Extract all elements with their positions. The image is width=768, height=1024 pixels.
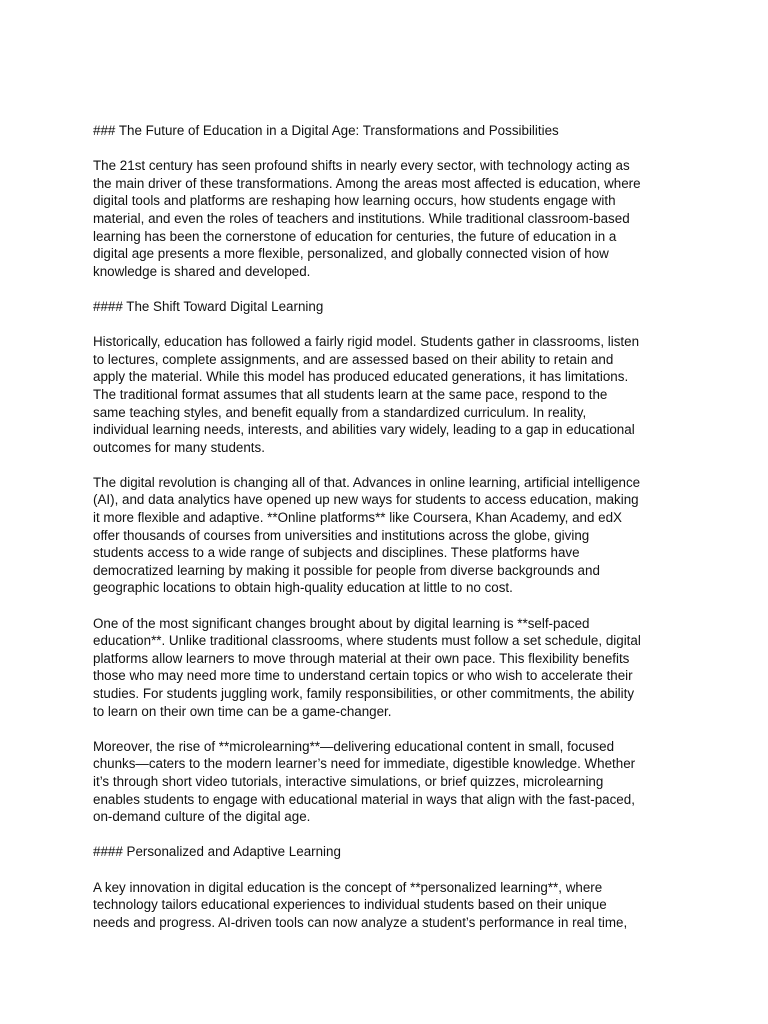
text-line: The 21st century has seen profound shifts in nearly every sector, with technology acting as	[93, 158, 630, 174]
section-heading-shift	[93, 298, 683, 316]
text-line: needs and progress. AI-driven tools can now analyze a student’s performance in real time,	[93, 914, 628, 930]
text-line: Moreover, the rise of **microlearning**—delivering educational content in small, focused	[93, 738, 615, 754]
text-line: on-demand culture of the digital age.	[93, 809, 311, 825]
document-page	[93, 122, 683, 949]
paragraph-digital-revolution	[93, 474, 683, 597]
text-line: geographic locations to obtain high-quality education at little to no cost.	[93, 580, 513, 596]
text-line: #### The Shift Toward Digital Learning	[93, 298, 324, 314]
text-line: knowledge is shared and developed.	[93, 263, 311, 279]
text-line: One of the most significant changes brought about by digital learning is **self-paced	[93, 615, 590, 631]
document-heading	[93, 122, 683, 140]
text-line: Historically, education has followed a fairly rigid model. Students gather in classrooms, listen	[93, 334, 640, 350]
text-line: The digital revolution is changing all of that. Advances in online learning, artificial intelligence	[93, 474, 641, 490]
text-line: students access to a wide range of subjects and disciplines. These platforms have	[93, 545, 580, 561]
text-line: democratized learning by making it possible for people from diverse backgrounds and	[93, 562, 600, 578]
text-line: digital age presents a more flexible, personalized, and globally connected vision of how	[93, 246, 609, 262]
text-line: same teaching styles, and benefit equally from a standardized curriculum. In reality,	[93, 404, 587, 420]
paragraph-intro	[93, 157, 683, 280]
text-line: technology tailors educational experiences to individual students based on their unique	[93, 897, 607, 913]
text-line: to lectures, complete assignments, and are assessed based on their ability to retain and	[93, 351, 614, 367]
text-line: those who may need more time to understand certain topics or who wish to accelerate their	[93, 668, 633, 684]
text-line: enables students to engage with educational material in ways that align with the fast-paced,	[93, 791, 635, 807]
text-line: individual learning needs, interests, and abilities vary widely, leading to a gap in educational	[93, 422, 635, 438]
text-line: The traditional format assumes that all students learn at the same pace, respond to the	[93, 386, 608, 402]
text-line: outcomes for many students.	[93, 439, 265, 455]
text-line: apply the material. While this model has produced educated generations, it has limitations.	[93, 369, 629, 385]
text-line: platforms allow learners to move through material at their own pace. This flexibility benefits	[93, 650, 630, 666]
section-heading-personalized	[93, 843, 683, 861]
paragraph-historically	[93, 333, 683, 456]
text-line: #### Personalized and Adaptive Learning	[93, 844, 341, 860]
paragraph-microlearning	[93, 738, 683, 826]
text-line: it more flexible and adaptive. **Online platforms** like Coursera, Khan Academy, and edX	[93, 510, 622, 526]
text-line: chunks—caters to the modern learner’s need for immediate, digestible knowledge. Whether	[93, 756, 636, 772]
paragraph-personalized	[93, 879, 683, 932]
text-line: digital tools and platforms are reshaping how learning occurs, how students engage with	[93, 193, 616, 209]
text-line: education**. Unlike traditional classrooms, where students must follow a set schedule, digital	[93, 633, 641, 649]
text-line: the main driver of these transformations. Among the areas most affected is education, where	[93, 175, 641, 191]
text-line: learning has been the cornerstone of education for centuries, the future of education in a	[93, 228, 617, 244]
text-line: ### The Future of Education in a Digital Age: Transformations and Possibilities	[93, 123, 559, 138]
paragraph-self-paced	[93, 615, 683, 721]
text-line: studies. For students juggling work, family responsibilities, or other commitments, the ability	[93, 686, 635, 701]
text-line: offer thousands of courses from universities and institutions across the globe, giving	[93, 527, 590, 543]
text-line: to learn on their own time can be a game-changer.	[93, 703, 392, 719]
text-line: A key innovation in digital education is the concept of **personalized learning**, where	[93, 879, 603, 895]
text-line: (AI), and data analytics have opened up new ways for students to access education, making	[93, 492, 639, 508]
text-line: it’s through short video tutorials, interactive simulations, or brief quizzes, microlearning	[93, 773, 604, 789]
text-line: material, and even the roles of teachers and institutions. While traditional classroom-based	[93, 210, 630, 226]
